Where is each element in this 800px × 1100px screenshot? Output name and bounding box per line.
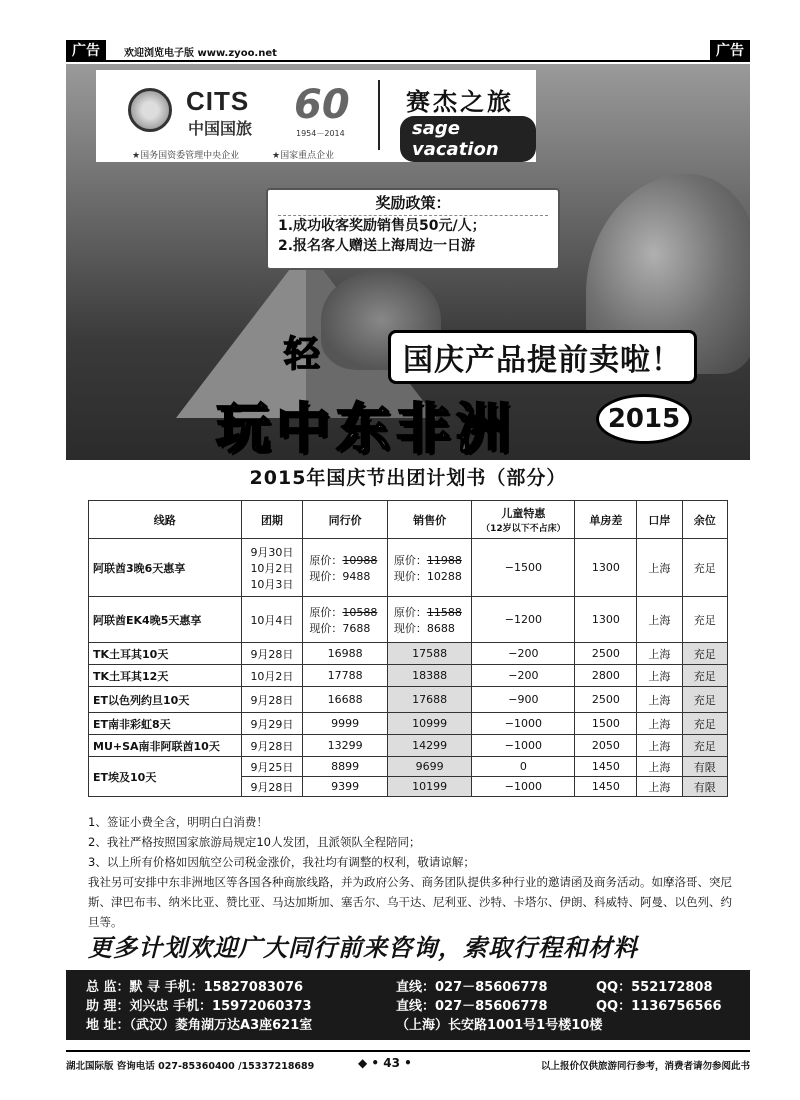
now-price: 9488 bbox=[342, 569, 371, 583]
orig-label: 原价： bbox=[393, 605, 427, 619]
single-cell: 2800 bbox=[575, 665, 637, 687]
single-cell: 1450 bbox=[575, 757, 637, 777]
peer-price-cell: 9399 bbox=[303, 777, 388, 797]
note-2: 2、我社严格按照国家旅游局规定10人发团，且派领队全程陪同； bbox=[88, 835, 421, 849]
sale-price-cell: 14299 bbox=[387, 735, 472, 757]
single-cell: 2050 bbox=[575, 735, 637, 757]
orig-price: 10988 bbox=[342, 553, 378, 567]
sage-logo-cn: 赛杰之旅 bbox=[406, 88, 514, 116]
promo-year-badge: 2015 bbox=[596, 394, 692, 444]
col-route: 线路 bbox=[89, 501, 242, 539]
single-cell: 2500 bbox=[575, 687, 637, 713]
col-child-label: 儿童特惠 bbox=[501, 507, 546, 520]
plan-title: 2015年国庆节出团计划书（部分） bbox=[249, 467, 567, 489]
anniversary-years: 1954－2014 bbox=[296, 129, 345, 138]
contact-row bbox=[86, 995, 730, 1014]
port-cell: 上海 bbox=[637, 777, 682, 797]
promo-headline: 国庆产品提前卖啦！ bbox=[388, 330, 697, 384]
col-date: 团期 bbox=[241, 501, 303, 539]
route-cell: TK土耳其12天 bbox=[89, 665, 242, 687]
date-cell: 9月28日 bbox=[241, 643, 303, 665]
note-3: 3、以上所有价格如因航空公司税金涨价，我社均有调整的权利，敬请谅解； bbox=[88, 855, 475, 869]
contact-row bbox=[86, 976, 730, 995]
child-cell: −1200 bbox=[472, 597, 575, 643]
anniversary-logo: 60 bbox=[294, 82, 350, 128]
route-cell: MU+SA南非阿联酋10天 bbox=[89, 735, 242, 757]
peer-price-cell: 8899 bbox=[303, 757, 388, 777]
table-header-row bbox=[89, 501, 728, 539]
col-child-sub: （12岁以下不占床） bbox=[481, 524, 566, 534]
seats-cell: 充足 bbox=[682, 665, 727, 687]
notes-section bbox=[88, 812, 738, 932]
footer-right: 以上报价仅供旅游同行参考，消费者请勿参阅此书 bbox=[540, 1061, 750, 1072]
port-cell: 上海 bbox=[637, 713, 682, 735]
date-cell: 9月28日 bbox=[241, 735, 303, 757]
port-cell: 上海 bbox=[637, 757, 682, 777]
table-row bbox=[89, 665, 728, 687]
sale-price-cell: 10199 bbox=[387, 777, 472, 797]
note-4: 我社另可安排中东非洲地区等各国各种商旅线路，并为政府公务、商务团队提供多种行业的邀请函及商务活动。如摩洛哥、突尼斯、津巴布韦、纳米比亚、赞比亚、马达加斯加、塞舌尔、乌干达、尼利亚、沙特、卡塔尔、伊朗、科威特、阿曼、以色列、约旦等。 bbox=[88, 875, 732, 929]
port-cell: 上海 bbox=[637, 687, 682, 713]
date-2: 10月2日 bbox=[250, 561, 294, 575]
seats-cell: 有限 bbox=[682, 777, 727, 797]
orig-label: 原价： bbox=[309, 553, 343, 567]
sale-price-cell: 18388 bbox=[387, 665, 472, 687]
orig-price: 11988 bbox=[426, 553, 462, 567]
top-bar bbox=[66, 40, 750, 62]
orig-label: 原价： bbox=[393, 553, 427, 567]
promo-top-text: 轻 bbox=[284, 334, 321, 375]
cits-logo-text: CITS bbox=[186, 86, 250, 116]
route-cell: 阿联酋3晚6天惠享 bbox=[89, 539, 242, 597]
reward-line-1: 1.成功收客奖励销售员50元/人； bbox=[278, 218, 486, 234]
peer-price-cell: 16688 bbox=[303, 687, 388, 713]
contact-qq: QQ：1136756566 bbox=[596, 999, 722, 1014]
logo-subtitle-2: ★国家重点企业 bbox=[272, 151, 335, 161]
date-cell: 10月4日 bbox=[241, 597, 303, 643]
now-price: 10288 bbox=[426, 569, 462, 583]
single-cell: 1500 bbox=[575, 713, 637, 735]
now-label: 现价： bbox=[393, 621, 427, 635]
contact-qq: QQ：552172808 bbox=[596, 980, 713, 995]
child-cell: −1000 bbox=[472, 777, 575, 797]
departure-table bbox=[88, 500, 728, 797]
date-cell bbox=[241, 539, 303, 597]
child-cell: −1500 bbox=[472, 539, 575, 597]
table-row bbox=[89, 687, 728, 713]
peer-price-cell bbox=[303, 539, 388, 597]
contact-address-shanghai: （上海）长安路1001号1号楼10楼 bbox=[396, 1018, 603, 1033]
sage-logo-en: sage vacation bbox=[400, 116, 536, 162]
note-1: 1、签证小费全含，明明白白消费！ bbox=[88, 815, 268, 829]
child-cell: 0 bbox=[472, 757, 575, 777]
contact-director: 总 监：默 寻 手机：15827083076 bbox=[86, 980, 304, 995]
seats-cell: 充足 bbox=[682, 713, 727, 735]
contact-assistant: 助 理：刘兴忠 手机：15972060373 bbox=[86, 999, 312, 1014]
orig-label: 原价： bbox=[309, 605, 343, 619]
hero-banner bbox=[66, 64, 750, 460]
logo-box bbox=[96, 70, 536, 162]
contact-panel bbox=[66, 970, 750, 1040]
single-cell: 1300 bbox=[575, 597, 637, 643]
route-cell: ET南非彩虹8天 bbox=[89, 713, 242, 735]
date-1: 9月30日 bbox=[250, 545, 294, 559]
route-cell: TK土耳其10天 bbox=[89, 643, 242, 665]
seats-cell: 充足 bbox=[682, 643, 727, 665]
contact-line: 直线：027－85606778 bbox=[396, 980, 548, 995]
now-label: 现价： bbox=[393, 569, 427, 583]
orig-price: 10588 bbox=[342, 605, 378, 619]
site-url: 欢迎浏览电子版 www.zyoo.net bbox=[124, 48, 277, 59]
port-cell: 上海 bbox=[637, 643, 682, 665]
promo-main-title: 玩中东非洲 bbox=[216, 397, 516, 460]
single-cell: 1300 bbox=[575, 539, 637, 597]
child-cell: −900 bbox=[472, 687, 575, 713]
reward-policy-box bbox=[266, 188, 560, 270]
now-price: 7688 bbox=[342, 621, 371, 635]
logo-divider bbox=[378, 80, 380, 150]
cits-logo-cn: 中国国旅 bbox=[188, 119, 253, 138]
reward-line-2: 2.报名客人赠送上海周边一日游 bbox=[278, 238, 476, 254]
port-cell: 上海 bbox=[637, 735, 682, 757]
page-footer bbox=[66, 1050, 750, 1072]
date-3: 10月3日 bbox=[250, 577, 294, 591]
col-peer-price: 同行价 bbox=[303, 501, 388, 539]
child-cell: −200 bbox=[472, 665, 575, 687]
seats-cell: 有限 bbox=[682, 757, 727, 777]
date-cell: 9月28日 bbox=[241, 777, 303, 797]
sale-price-cell: 17588 bbox=[387, 643, 472, 665]
table-row bbox=[89, 539, 728, 597]
sale-price-cell: 17688 bbox=[387, 687, 472, 713]
table-row bbox=[89, 643, 728, 665]
more-info-slogan: 更多计划欢迎广大同行前来咨询，索取行程和材料 bbox=[88, 934, 638, 962]
peer-price-cell: 17788 bbox=[303, 665, 388, 687]
seats-cell: 充足 bbox=[682, 735, 727, 757]
reward-title: 奖励政策： bbox=[278, 192, 548, 216]
col-seats: 余位 bbox=[682, 501, 727, 539]
col-child bbox=[472, 501, 575, 539]
logo-subtitle-1: ★国务国资委管理中央企业 bbox=[132, 151, 240, 161]
now-price: 8688 bbox=[426, 621, 455, 635]
now-label: 现价： bbox=[309, 621, 343, 635]
route-cell: 阿联酋EK4晚5天惠享 bbox=[89, 597, 242, 643]
sale-price-cell bbox=[387, 539, 472, 597]
seats-cell: 充足 bbox=[682, 539, 727, 597]
child-cell: −200 bbox=[472, 643, 575, 665]
footer-left: 湖北国际版 咨询电话 027-85360400 /15337218689 bbox=[66, 1061, 315, 1072]
date-cell: 9月25日 bbox=[241, 757, 303, 777]
single-cell: 1450 bbox=[575, 777, 637, 797]
port-cell: 上海 bbox=[637, 539, 682, 597]
contact-line: 直线：027－85606778 bbox=[396, 999, 548, 1014]
table-row bbox=[89, 597, 728, 643]
seats-cell: 充足 bbox=[682, 687, 727, 713]
date-cell: 10月2日 bbox=[241, 665, 303, 687]
ad-tag-left: 广告 bbox=[66, 40, 106, 62]
sale-price-cell: 9699 bbox=[387, 757, 472, 777]
child-cell: −1000 bbox=[472, 713, 575, 735]
single-cell: 2500 bbox=[575, 643, 637, 665]
orig-price: 11588 bbox=[426, 605, 462, 619]
route-cell: ET埃及10天 bbox=[89, 757, 242, 797]
child-cell: −1000 bbox=[472, 735, 575, 757]
seats-cell: 充足 bbox=[682, 597, 727, 643]
col-single: 单房差 bbox=[575, 501, 637, 539]
peer-price-cell: 13299 bbox=[303, 735, 388, 757]
table-row bbox=[89, 757, 728, 777]
sale-price-cell: 10999 bbox=[387, 713, 472, 735]
route-cell: ET以色列约旦10天 bbox=[89, 687, 242, 713]
contact-row bbox=[86, 1014, 730, 1033]
col-sale-price: 销售价 bbox=[387, 501, 472, 539]
sale-price-cell bbox=[387, 597, 472, 643]
date-cell: 9月28日 bbox=[241, 687, 303, 713]
table-row bbox=[89, 713, 728, 735]
port-cell: 上海 bbox=[637, 665, 682, 687]
peer-price-cell: 16988 bbox=[303, 643, 388, 665]
port-cell: 上海 bbox=[637, 597, 682, 643]
contact-address-wuhan: 地 址：（武汉）菱角湖万达A3座621室 bbox=[86, 1018, 313, 1033]
ad-tag-right: 广告 bbox=[710, 40, 750, 62]
now-label: 现价： bbox=[309, 569, 343, 583]
cits-globe-icon bbox=[128, 88, 172, 132]
date-cell: 9月29日 bbox=[241, 713, 303, 735]
col-port: 口岸 bbox=[637, 501, 682, 539]
peer-price-cell bbox=[303, 597, 388, 643]
page-number: ◆ • 43 • bbox=[358, 1056, 412, 1070]
table-row bbox=[89, 735, 728, 757]
peer-price-cell: 9999 bbox=[303, 713, 388, 735]
